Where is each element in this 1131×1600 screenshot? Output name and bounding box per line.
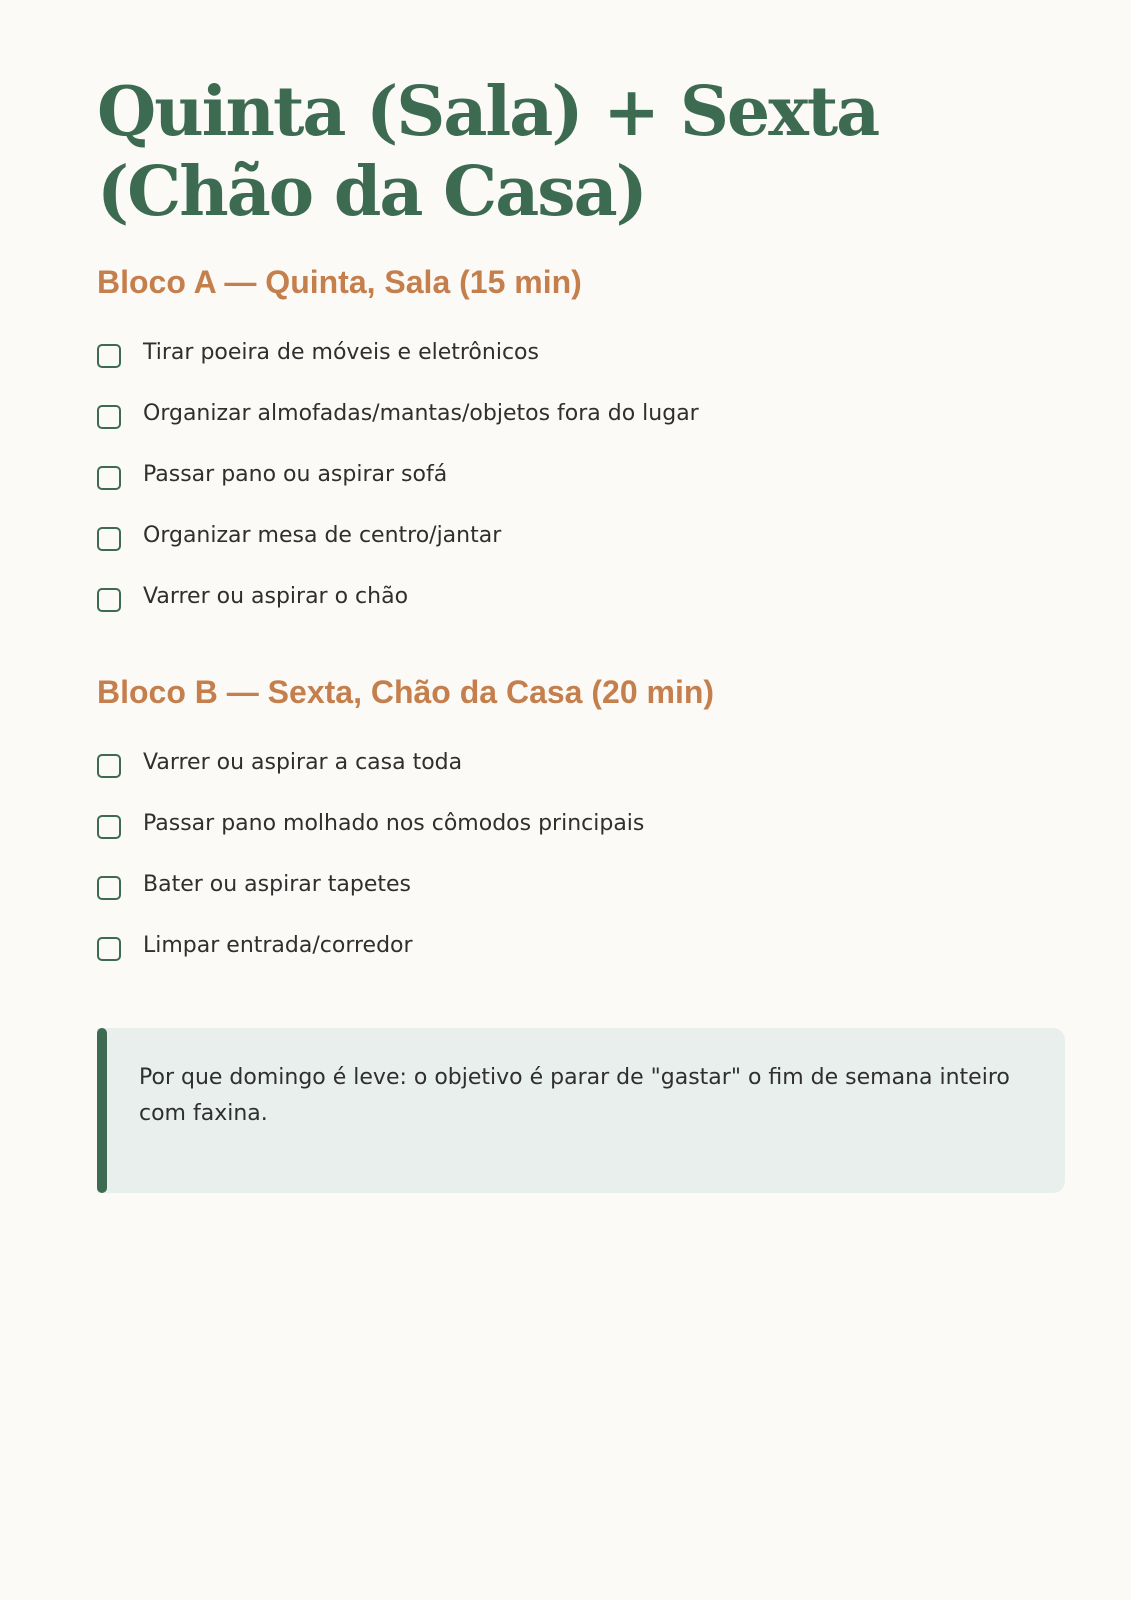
checklist-item-label: Passar pano molhado nos cômodos principais bbox=[143, 810, 645, 836]
block-a-heading: Bloco A — Quinta, Sala (15 min) bbox=[97, 264, 582, 300]
checkbox-unchecked[interactable] bbox=[97, 405, 121, 429]
checklist-item-label: Bater ou aspirar tapetes bbox=[143, 871, 411, 897]
checkbox-unchecked[interactable] bbox=[97, 344, 121, 368]
checkbox-unchecked[interactable] bbox=[97, 588, 121, 612]
checklist-item bbox=[97, 393, 699, 433]
checklist-item-label: Varrer ou aspirar o chão bbox=[143, 583, 409, 609]
checklist-item-label: Organizar almofadas/mantas/objetos fora do lugar bbox=[143, 400, 699, 426]
checklist-item bbox=[97, 864, 411, 904]
checklist-item bbox=[97, 332, 539, 372]
page-title: Quinta (Sala) + Sexta (Chão da Casa) bbox=[97, 72, 879, 232]
note-text: Por que domingo é leve: o objetivo é parar de "gastar" o fim de semana inteiro com faxina. bbox=[139, 1065, 1010, 1126]
checkbox-unchecked[interactable] bbox=[97, 754, 121, 778]
checkbox-unchecked[interactable] bbox=[97, 937, 121, 961]
checkbox-unchecked[interactable] bbox=[97, 815, 121, 839]
block-b-heading: Bloco B — Sexta, Chão da Casa (20 min) bbox=[97, 674, 715, 710]
checklist-item bbox=[97, 803, 644, 843]
note-accent-bar bbox=[97, 1028, 107, 1193]
checklist-item bbox=[97, 742, 462, 782]
checkbox-unchecked[interactable] bbox=[97, 876, 121, 900]
checklist-item-label: Passar pano ou aspirar sofá bbox=[143, 461, 448, 487]
note-callout bbox=[97, 1028, 1065, 1193]
checkbox-unchecked[interactable] bbox=[97, 527, 121, 551]
checklist-item-label: Varrer ou aspirar a casa toda bbox=[143, 749, 463, 775]
checklist-item bbox=[97, 454, 447, 494]
checklist-item-label: Tirar poeira de móveis e eletrônicos bbox=[143, 339, 539, 365]
checklist-item bbox=[97, 925, 413, 965]
checkbox-unchecked[interactable] bbox=[97, 466, 121, 490]
checklist-item bbox=[97, 515, 501, 555]
checklist-item bbox=[97, 576, 408, 616]
checklist-item-label: Limpar entrada/corredor bbox=[143, 932, 413, 958]
checklist-item-label: Organizar mesa de centro/jantar bbox=[143, 522, 502, 548]
